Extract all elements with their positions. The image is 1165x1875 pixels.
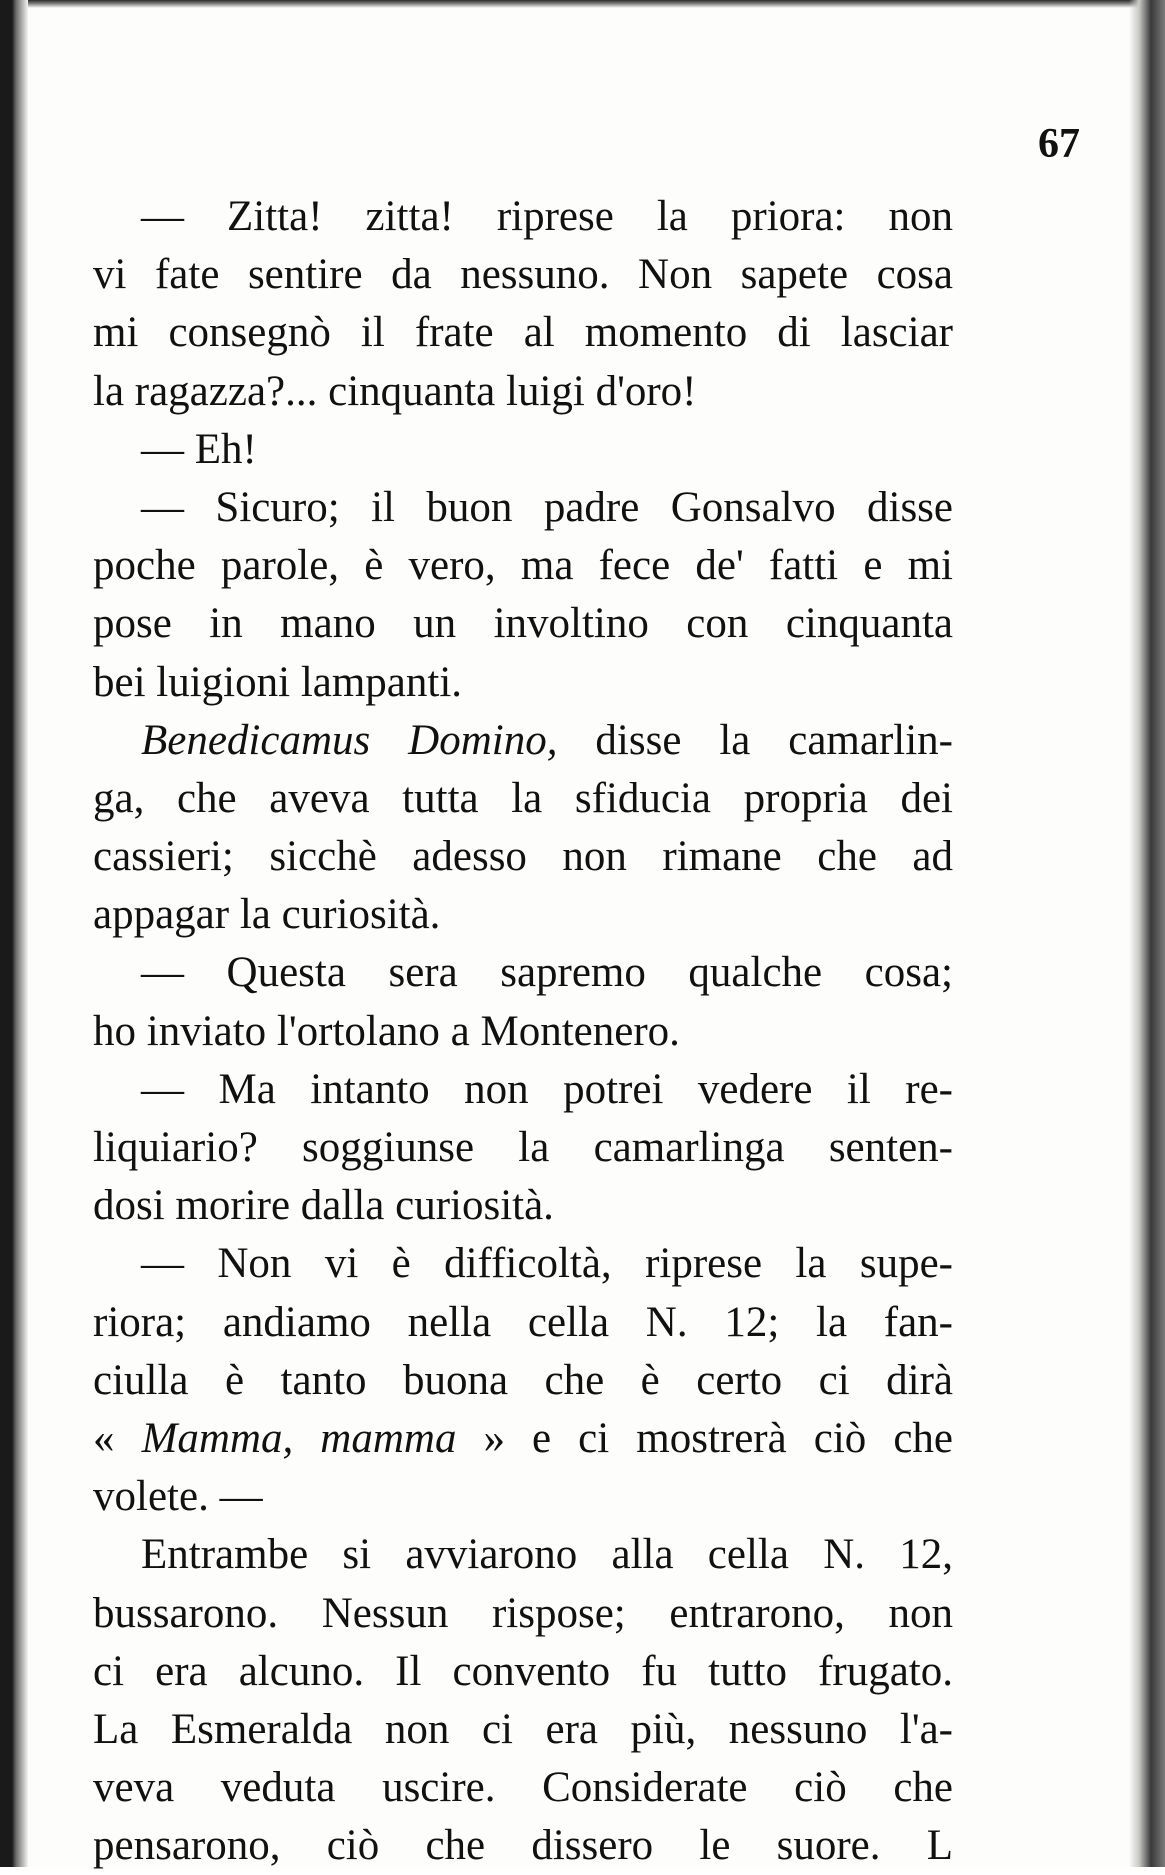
line-text: — Non vi è difficoltà, riprese la supe-: [141, 1240, 953, 1288]
text-line: [93, 1177, 953, 1235]
line-text: La Esmeralda non ci era più, nessuno l'a-: [93, 1705, 953, 1753]
line-text: » e ci mostrerà ciò che: [456, 1414, 954, 1462]
text-line: [93, 828, 953, 886]
text-line: [93, 421, 953, 479]
line-text: pose in mano un involtino con cinquanta: [93, 600, 953, 648]
line-text: ho inviato l'ortolano a Montenero.: [93, 1007, 680, 1055]
line-text: Entrambe si avviarono alla cella N. 12,: [141, 1531, 953, 1579]
italic-phrase: Mamma, mamma: [141, 1414, 457, 1462]
italic-phrase: Benedicamus Domino,: [141, 716, 558, 764]
line-text: — Sicuro; il buon padre Gonsalvo disse: [141, 483, 953, 531]
line-text: bussarono. Nessun rispose; entrarono, non: [93, 1589, 953, 1637]
line-text: vi fate sentire da nessuno. Non sapete cosa: [93, 251, 953, 299]
text-line: [93, 595, 953, 653]
text-line: [93, 654, 953, 712]
text-line: [93, 1352, 953, 1410]
text-line: [93, 1294, 953, 1352]
line-text: poche parole, è vero, ma fece de' fatti e mi: [93, 542, 953, 590]
text-line: [93, 1410, 953, 1468]
line-text: — Ma intanto non potrei vedere il re-: [141, 1065, 953, 1113]
line-text: ga, che aveva tutta la sfiducia propria dei: [93, 774, 953, 822]
line-text: — Eh!: [141, 425, 257, 473]
line-text: la ragazza?... cinquanta luigi d'oro!: [93, 367, 697, 415]
text-line: [93, 1585, 953, 1643]
text-line: [93, 1003, 953, 1061]
text-line: [93, 363, 953, 421]
text-line: [93, 1759, 953, 1817]
line-text: ciulla è tanto buona che è certo ci dirà: [93, 1356, 953, 1404]
text-line: [93, 246, 953, 304]
text-line: [93, 886, 953, 944]
text-line: [93, 1468, 953, 1526]
line-text: — Questa sera sapremo qualche cosa;: [141, 949, 953, 997]
line-text: veva veduta uscire. Considerate ciò che: [93, 1764, 953, 1812]
text-line: [93, 1817, 953, 1875]
text-line: [93, 944, 953, 1002]
text-line: [93, 188, 953, 246]
page-number: 67: [1038, 121, 1080, 167]
text-line: [93, 712, 953, 770]
text-line: [93, 1701, 953, 1759]
text-line: [93, 479, 953, 537]
line-text: bei luigioni lampanti.: [93, 658, 463, 706]
line-text: volete. —: [93, 1473, 263, 1521]
scan-edge-top: [0, 0, 1165, 8]
text-line: [93, 1119, 953, 1177]
text-line: [93, 1526, 953, 1584]
line-text: disse la camarlin-: [557, 716, 953, 764]
text-line: [93, 770, 953, 828]
text-line: [93, 1061, 953, 1119]
line-text: liquiario? soggiunse la camarlinga senten-: [93, 1124, 953, 1171]
scan-edge-left: [0, 0, 28, 1867]
body-text: [93, 188, 953, 1875]
line-text: mi consegnò il frate al momento di lasciar: [93, 309, 953, 357]
text-line: [93, 537, 953, 595]
text-line: [93, 304, 953, 362]
line-text: — Zitta! zitta! riprese la priora: non: [141, 193, 953, 240]
text-line: [93, 1643, 953, 1701]
line-text: cassieri; sicchè adesso non rimane che ad: [93, 833, 953, 881]
line-text: riora; andiamo nella cella N. 12; la fan-: [93, 1298, 953, 1346]
line-text: dosi morire dalla curiosità.: [93, 1182, 554, 1230]
line-text: ci era alcuno. Il convento fu tutto frugato.: [93, 1647, 953, 1695]
scan-edge-right: [1129, 0, 1165, 1867]
line-text: pensarono, ciò che dissero le suore. L: [93, 1822, 953, 1870]
text-line: [93, 1235, 953, 1293]
line-text: appagar la curiosità.: [93, 891, 441, 939]
line-prefix: «: [93, 1414, 142, 1462]
